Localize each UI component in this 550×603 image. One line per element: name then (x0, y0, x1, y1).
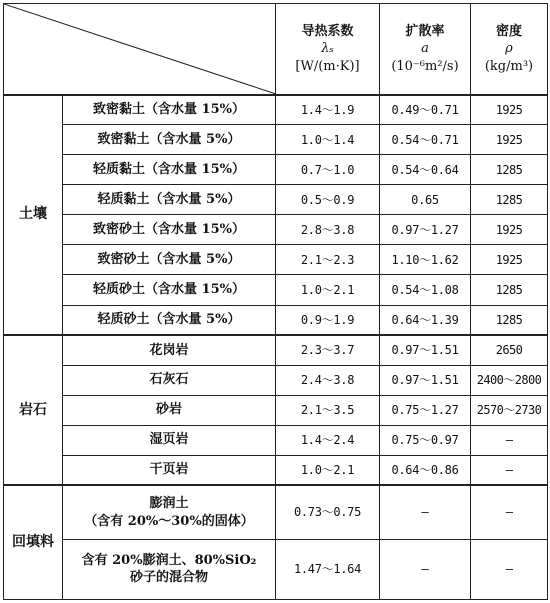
conductivity-value: 2.1～2.3 (276, 245, 380, 275)
conductivity-value: 2.4～3.8 (276, 365, 380, 395)
diffusivity-value: — (380, 539, 471, 599)
material-name: 石灰石 (63, 365, 276, 395)
diffusivity-value: 1.10～1.62 (380, 245, 471, 275)
material-name: 致密黏土（含水量 5%） (63, 125, 276, 155)
conductivity-symbol: λₛ (321, 41, 334, 57)
density-header (471, 4, 548, 95)
conductivity-value: 1.47～1.64 (276, 539, 380, 599)
conductivity-value: 1.4～1.9 (276, 95, 380, 125)
table-row (4, 215, 548, 245)
material-name: 致密黏土（含水量 15%） (63, 95, 276, 125)
material-name-line1: 含有 20%膨润土、80%SiO₂ (81, 552, 257, 568)
table-row (4, 365, 548, 395)
material-name: 湿页岩 (63, 425, 276, 455)
table-row (4, 155, 548, 185)
diffusivity-unit: (10⁻⁶m²/s) (391, 58, 459, 74)
density-symbol: ρ (505, 41, 513, 57)
table-row (4, 425, 548, 455)
conductivity-value: 1.0～1.4 (276, 125, 380, 155)
material-name: 轻质黏土（含水量 15%） (63, 155, 276, 185)
table-row (4, 485, 548, 539)
density-value: — (471, 455, 548, 485)
conductivity-value: 2.8～3.8 (276, 215, 380, 245)
material-name-line2: 砂子的混合物 (129, 570, 208, 586)
diffusivity-value: 0.75～0.97 (380, 425, 471, 455)
diagonal-header-cell (4, 4, 276, 95)
density-value: 1285 (471, 155, 548, 185)
table-row (4, 185, 548, 215)
density-value: 2570～2730 (471, 395, 548, 425)
material-name: 砂岩 (63, 395, 276, 425)
density-value: 1925 (471, 125, 548, 155)
thermal-properties-table (3, 3, 548, 600)
density-value: 1925 (471, 215, 548, 245)
diffusivity-value: 0.97～1.51 (380, 335, 471, 365)
table-row (4, 275, 548, 305)
diffusivity-value: 0.49～0.71 (380, 95, 471, 125)
conductivity-value: 0.5～0.9 (276, 185, 380, 215)
table-row (4, 95, 548, 125)
table-row (4, 335, 548, 365)
density-value: 1925 (471, 95, 548, 125)
material-name: 轻质黏土（含水量 5%） (63, 185, 276, 215)
category-rock: 岩石 (4, 335, 63, 485)
conductivity-value: 0.9～1.9 (276, 305, 380, 335)
density-value: 1925 (471, 245, 548, 275)
diffusivity-value: 0.54～0.71 (380, 125, 471, 155)
density-value: — (471, 485, 548, 539)
table-row (4, 125, 548, 155)
conductivity-value: 0.7～1.0 (276, 155, 380, 185)
category-soil: 土壤 (4, 95, 63, 335)
conductivity-value: 2.3～3.7 (276, 335, 380, 365)
diffusivity-value: 0.64～0.86 (380, 455, 471, 485)
header-row (4, 4, 548, 95)
diffusivity-value: 0.54～0.64 (380, 155, 471, 185)
conductivity-value: 1.0～2.1 (276, 455, 380, 485)
diffusivity-value: 0.65 (380, 185, 471, 215)
diffusivity-value: 0.97～1.27 (380, 215, 471, 245)
diffusivity-title: 扩散率 (405, 23, 445, 39)
material-name: 致密砂土（含水量 15%） (63, 215, 276, 245)
table-row (4, 455, 548, 485)
diffusivity-value: — (380, 485, 471, 539)
diffusivity-value: 0.75～1.27 (380, 395, 471, 425)
material-name: 轻质砂土（含水量 15%） (63, 275, 276, 305)
table-row (4, 539, 548, 599)
density-value: — (471, 539, 548, 599)
diffusivity-value: 0.54～1.08 (380, 275, 471, 305)
conductivity-value: 1.0～2.1 (276, 275, 380, 305)
table-row (4, 245, 548, 275)
conductivity-unit: [W/(m·K)] (295, 58, 360, 74)
material-name: 轻质砂土（含水量 5%） (63, 305, 276, 335)
diffusivity-value: 0.64～1.39 (380, 305, 471, 335)
density-unit: (kg/m³) (484, 58, 534, 74)
density-title: 密度 (495, 23, 522, 39)
material-name: 致密砂土（含水量 5%） (63, 245, 276, 275)
density-value: 1285 (471, 305, 548, 335)
conductivity-value: 2.1～3.5 (276, 395, 380, 425)
table-row (4, 305, 548, 335)
diffusivity-symbol: a (421, 41, 429, 57)
material-name: 干页岩 (63, 455, 276, 485)
table-row (4, 395, 548, 425)
category-backfill: 回填料 (4, 485, 63, 599)
density-value: 2400～2800 (471, 365, 548, 395)
diffusivity-value: 0.97～1.51 (380, 365, 471, 395)
density-value: 1285 (471, 185, 548, 215)
material-name (63, 485, 276, 539)
conductivity-value: 0.73～0.75 (276, 485, 380, 539)
diffusivity-header (380, 4, 471, 95)
conductivity-value: 1.4～2.4 (276, 425, 380, 455)
conductivity-title: 导热系数 (301, 23, 354, 39)
density-value: 1285 (471, 275, 548, 305)
material-name-line2: （含有 20%～30%的固体） (84, 513, 254, 529)
material-name (63, 539, 276, 599)
conductivity-header (276, 4, 380, 95)
density-value: — (471, 425, 548, 455)
diagonal-line (4, 4, 275, 94)
density-value: 2650 (471, 335, 548, 365)
material-name-line1: 膨润土 (149, 495, 189, 511)
material-name: 花岗岩 (63, 335, 276, 365)
